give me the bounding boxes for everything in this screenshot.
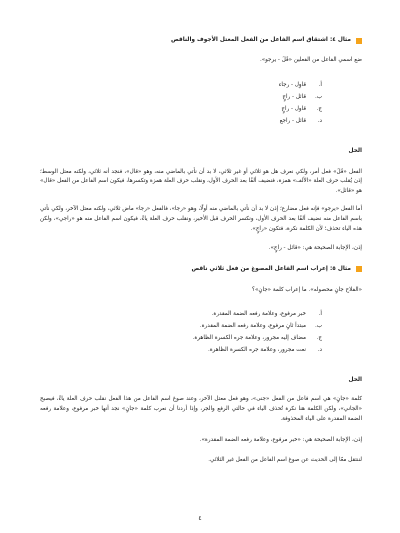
option-text: قائل - راجع xyxy=(279,117,306,124)
example-4-question: ضع اسمي الفاعل من الفعلين «قَلَ - يرجو». xyxy=(259,57,362,63)
option-letter: ج. xyxy=(316,335,322,342)
option-text: خبر مرفوع، وعلامة رفعه الضمة المقدرة. xyxy=(211,311,306,318)
option-text: مبتدأ ثانٍ مرفوع، وعلامة رفعه الضمة المقدرة. xyxy=(199,323,306,330)
option-item[interactable] xyxy=(40,79,322,91)
option-item[interactable] xyxy=(40,320,322,332)
page-number: ٤ xyxy=(198,515,202,522)
example-4-solution-heading: الحل xyxy=(348,147,362,154)
option-item[interactable] xyxy=(40,332,322,344)
option-letter: أ. xyxy=(318,311,322,318)
example-5-heading-text: مثال ٥: إعراب اسم الفاعل المصوغ من فعل ثلاثي ناقص xyxy=(191,265,351,272)
example-4-heading-text: مثال ٤: اشتقاق اسم الفاعل من الفعل المعتل الأجوف والناقص xyxy=(171,37,351,43)
transition-sentence: لننتقل معًا إلى الحديث عن صوغ اسم الفاعل من الفعل غير الثلاثي. xyxy=(208,456,362,463)
option-text: قائل - راجٍ xyxy=(282,93,306,100)
example-5-solution-heading: الحل xyxy=(348,377,362,384)
option-text: نعت مجرور، وعلامة جره الكسرة الظاهرة. xyxy=(207,347,306,354)
option-letter: أ. xyxy=(318,81,322,88)
example-5-options xyxy=(40,308,362,356)
bullet-square-icon xyxy=(356,266,362,272)
option-item[interactable] xyxy=(40,344,322,356)
option-item[interactable] xyxy=(40,308,322,320)
option-text: قاول - راجٍ xyxy=(281,105,306,112)
example-5-question: «الفلاح جانٍ محصوله». ما إعراب كلمة «جانٍ»؟ xyxy=(252,286,362,293)
bullet-square-icon xyxy=(356,38,362,44)
option-letter: د. xyxy=(317,347,322,354)
example-4-options xyxy=(40,79,362,127)
example-4-solution-paragraph-1: الفعل «قَلَ» فعل أمر، ولكي نعرف هل هو ثلاثي أو غير ثلاثي، لا بد أن نأتي بالماضي منه، وهو «قال»، فنجد أنه ثلاثي، ولكنه معتل الوسط؛ إذن يُقلب حرف العلة «الألف» همزة، فنضيف ألفًا بعد الحرف الأول، ونقلب حرف العلة همزة وتكسرها، فيكون اسم الفاعل من الفعل «قال» هو «قائل». xyxy=(40,168,362,194)
option-text: مضاف إليه مجرور، وعلامة جره الكسرة الظاهرة. xyxy=(192,335,306,342)
option-item[interactable] xyxy=(40,91,322,103)
example-5-solution-paragraph: كلمة «جانٍ» هي اسم فاعل من الفعل «جنى»، وهو فعل معتل الآخر، وعند صوغ اسم الفاعل من هذا الفعل نقلب حرف العلة ياءً، فيصبح «الجاني»، ولكن الكلمة هنا نكرة تُحذف الياء في حالتي الرفع والجر، وإذا أردنا أن نعرب كلمة «جانٍ» نجد أنها خبر مرفوع، وعلامة رفعه الضمة المقدرة على الياء المحذوفة. xyxy=(40,396,362,422)
option-letter: ج. xyxy=(316,105,322,112)
example-5-answer: إذن، الإجابة الصحيحة هي: «خبر مرفوع، وعلامة رفعه الضمة المقدرة». xyxy=(199,437,362,444)
option-text: قاوِل - رجاء xyxy=(278,81,306,88)
option-item[interactable] xyxy=(40,103,322,115)
option-letter: ب. xyxy=(314,93,322,100)
example-4-heading xyxy=(40,36,362,45)
example-4-solution-paragraph-2: أما الفعل «يرجو» فإنه فعل مضارع؛ إذن لا بد أن نأتي بالماضي منه أولًا، وهو «رجا»، فالفعل «رجا» ماض ثلاثي، ولكنه معتل الآخر، ولكي نأتي باسم الفاعل منه نضيف ألفًا بعد الحرف الأول، ونكسر الحرف قبل الأخير، ونقلب حرف العلة ياءً، فيكون اسم الفاعل منه هو «راجي»، ولكن هذه الياء تحذف؛ لأن الكلمة نكرة، فتكون «راجٍ». xyxy=(40,206,362,232)
option-item[interactable] xyxy=(40,115,322,127)
option-letter: د. xyxy=(317,117,322,124)
example-5-heading xyxy=(40,265,362,274)
example-4-answer: إذن، الإجابة الصحيحة هي: «قائل - راجٍ». xyxy=(268,245,362,252)
option-letter: ب. xyxy=(314,323,322,330)
